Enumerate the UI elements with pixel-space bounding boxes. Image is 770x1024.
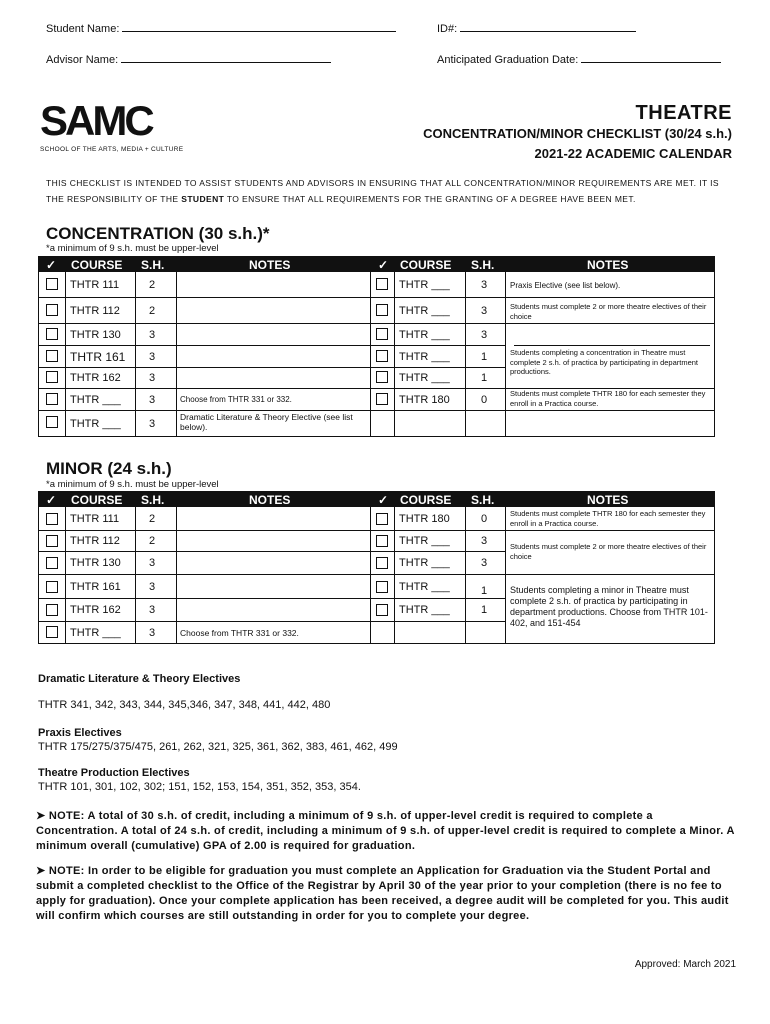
checkbox[interactable]	[376, 393, 388, 405]
production-electives-title: Theatre Production Electives	[38, 767, 190, 779]
checkbox[interactable]	[46, 304, 58, 316]
id-field[interactable]	[437, 22, 636, 35]
grad-date-label: Anticipated Graduation Date:	[437, 54, 579, 66]
course-cell: THTR ___	[399, 350, 450, 363]
samc-logo	[40, 97, 184, 153]
checkbox[interactable]	[376, 328, 388, 340]
course-cell: THTR 161	[70, 580, 121, 593]
course-cell: THTR ___	[399, 557, 450, 569]
note-graduation-application	[36, 864, 736, 924]
student-name-field[interactable]	[46, 22, 396, 35]
sh-cell: 3	[149, 557, 156, 569]
sh-cell: 2	[149, 305, 156, 317]
sh-cell: 3	[149, 580, 156, 593]
check-header: ✓	[46, 492, 60, 507]
checkbox[interactable]	[376, 278, 388, 290]
checkbox[interactable]	[46, 416, 58, 428]
drama-electives-list: THTR 341, 342, 343, 344, 345,346, 347, 348, 441, 442, 480	[38, 699, 331, 711]
note2-text: NOTE: In order to be eligible for graduation you must complete an Application for Graduation via the Student Portal and submit a completed checklist to the Office of the Registrar by April 30 of the year prior to your completion (there is no fee to apply for graduation). Once your complete application has been received, a degree audit will be completed for you. This audit will confirm which courses are still outstanding in order for you to complete your degree.	[36, 865, 729, 922]
note-text: Students must complete THTR 180 for each semester they enroll in a Practica course.	[510, 509, 706, 528]
checkbox[interactable]	[46, 393, 58, 405]
course-cell: THTR 111	[70, 513, 120, 525]
intro-text	[46, 175, 736, 207]
check-header: ✓	[46, 257, 60, 272]
sh-cell: 1	[481, 604, 488, 616]
sh-cell: 3	[149, 328, 156, 341]
course-cell: THTR ___	[70, 417, 121, 430]
advisor-line[interactable]	[121, 53, 331, 63]
sh-header: S.H.	[141, 257, 171, 272]
notes-header: NOTES	[587, 257, 637, 272]
note-text: Choose from THTR 331 or 332.	[180, 628, 299, 638]
note-text: Choose from THTR 331 or 332.	[180, 395, 292, 404]
sh-cell: 3	[149, 626, 156, 639]
course-cell: THTR 112	[70, 305, 120, 317]
notes-header: NOTES	[249, 492, 299, 507]
course-cell: THTR ___	[399, 372, 450, 384]
minor-heading: MINOR (24 s.h.)	[46, 459, 172, 478]
course-cell: THTR 180	[399, 513, 450, 525]
course-cell: THTR 130	[70, 557, 121, 569]
sh-cell: 3	[149, 393, 156, 406]
checkbox[interactable]	[376, 371, 388, 383]
checkbox[interactable]	[46, 371, 58, 383]
student-name-line[interactable]	[122, 22, 396, 32]
sh-cell: 3	[481, 557, 488, 569]
sh-cell: 3	[481, 535, 488, 547]
page-title: THEATRE	[635, 102, 732, 124]
sh-cell: 3	[149, 604, 156, 616]
intro-emph: STUDENT	[181, 194, 225, 204]
sh-cell: 3	[149, 417, 156, 430]
sh-cell: 3	[149, 350, 156, 363]
checklist-title: CONCENTRATION/MINOR CHECKLIST (30/24 s.h.)	[423, 126, 732, 141]
checkbox[interactable]	[376, 604, 388, 616]
checkbox[interactable]	[376, 513, 388, 525]
sh-cell: 0	[481, 393, 488, 406]
sh-header: S.H.	[141, 492, 171, 507]
note-text: Praxis Elective (see list below).	[510, 281, 621, 290]
logo-text: SAMC	[40, 97, 152, 144]
checkbox[interactable]	[46, 513, 58, 525]
concentration-heading: CONCENTRATION (30 s.h.)*	[46, 224, 270, 243]
note-text: Students completing a minor in Theatre must complete 2 s.h. of practica by participating in department productions. Choose from THTR 101-402, and 151-454	[510, 585, 708, 628]
checkbox[interactable]	[46, 557, 58, 569]
note-credit-requirements	[36, 809, 736, 854]
note-text: Students completing a concentration in Theatre must complete 2 s.h. of practica by participating in department productions.	[510, 348, 699, 376]
production-electives-list: THTR 101, 301, 102, 302; 151, 152, 153, 154, 351, 352, 353, 354.	[38, 781, 361, 793]
sh-header: S.H.	[471, 257, 501, 272]
check-header: ✓	[378, 492, 392, 507]
notes-header: NOTES	[249, 257, 299, 272]
checkbox[interactable]	[46, 350, 58, 362]
course-cell: THTR ___	[70, 393, 121, 406]
note1-text: NOTE: A total of 30 s.h. of credit, including a minimum of 9 s.h. of upper-level credit is required to complete a Concentration. A total of 24 s.h. of credit, including a minimum of 9 s.h. of upper-level credit is required to complete a Minor. A minimum overall (cumulative) GPA of 2.00 is required for graduation.	[36, 810, 735, 852]
sh-cell: 1	[481, 372, 488, 384]
course-header: COURSE	[71, 257, 131, 272]
course-cell: THTR 161	[70, 349, 126, 364]
intro-part2: TO ENSURE THAT ALL REQUIREMENTS FOR THE GRANTING OF A DEGREE HAVE BEEN MET.	[224, 194, 636, 204]
course-cell: THTR 162	[70, 372, 121, 384]
sh-cell: 3	[481, 305, 488, 317]
checkbox[interactable]	[46, 535, 58, 547]
checkbox[interactable]	[376, 304, 388, 316]
arrow-icon: ➤	[36, 810, 46, 822]
course-cell: THTR 111	[70, 279, 120, 291]
praxis-electives-title: Praxis Electives	[38, 727, 122, 739]
arrow-icon: ➤	[36, 865, 46, 877]
sh-cell: 3	[481, 328, 488, 341]
checkbox[interactable]	[46, 604, 58, 616]
checkbox[interactable]	[376, 350, 388, 362]
course-cell: THTR 180	[399, 393, 450, 406]
advisor-field[interactable]	[46, 53, 331, 66]
sh-cell: 0	[481, 513, 488, 525]
intro-part1: THIS CHECKLIST IS INTENDED TO ASSIST STUDENTS AND ADVISORS IN ENSURING THAT ALL CONCENTRATION/MINOR REQUIREMENTS ARE MET. IT IS THE RESPONSIBILITY OF THE	[46, 178, 719, 204]
minor-table	[38, 491, 715, 644]
notes-header: NOTES	[587, 492, 637, 507]
sh-cell: 3	[481, 279, 488, 291]
checkbox[interactable]	[376, 557, 388, 569]
sh-cell: 2	[149, 279, 156, 291]
logo-subtitle: SCHOOL OF THE ARTS, MEDIA + CULTURE	[40, 146, 184, 153]
grad-date-field[interactable]	[437, 53, 721, 66]
sh-header: S.H.	[471, 492, 501, 507]
minor-subnote: *a minimum of 9 s.h. must be upper-level	[46, 479, 219, 490]
course-header: COURSE	[71, 492, 131, 507]
checkbox[interactable]	[46, 278, 58, 290]
checkbox[interactable]	[46, 328, 58, 340]
advisor-label: Advisor Name:	[46, 54, 119, 66]
sh-cell: 2	[149, 513, 156, 525]
course-cell: THTR 162	[70, 604, 121, 616]
course-cell: THTR ___	[70, 626, 121, 639]
course-cell: THTR ___	[399, 580, 450, 593]
sh-cell: 2	[149, 535, 156, 547]
course-cell: THTR 112	[70, 535, 120, 547]
id-label: ID#:	[437, 23, 458, 35]
approved-date: Approved: March 2021	[634, 959, 736, 970]
course-header: COURSE	[400, 257, 460, 272]
check-header: ✓	[378, 257, 392, 272]
note-text: Dramatic Literature & Theory Elective (see list below).	[180, 412, 353, 432]
praxis-electives-list: THTR 175/275/375/475, 261, 262, 321, 325, 361, 362, 383, 461, 462, 499	[38, 741, 398, 753]
concentration-subnote: *a minimum of 9 s.h. must be upper-level	[46, 243, 219, 254]
course-header: COURSE	[400, 492, 460, 507]
student-name-label: Student Name:	[46, 23, 120, 35]
id-line[interactable]	[460, 22, 636, 32]
note-text: Students must complete THTR 180 for each semester they enroll in a Practica course.	[510, 389, 706, 408]
sh-cell: 1	[481, 584, 488, 597]
course-cell: THTR ___	[399, 305, 450, 317]
checkbox[interactable]	[46, 626, 58, 638]
drama-electives-title: Dramatic Literature & Theory Electives	[38, 673, 241, 685]
sh-cell: 3	[149, 372, 156, 384]
note-text: Students must complete 2 or more theatre electives of their choice	[510, 302, 707, 321]
calendar-title: 2021-22 ACADEMIC CALENDAR	[534, 146, 732, 161]
course-cell: THTR ___	[399, 535, 450, 547]
sh-cell: 1	[481, 350, 488, 363]
course-cell: THTR ___	[399, 279, 450, 291]
course-cell: THTR ___	[399, 604, 450, 616]
checkbox[interactable]	[376, 581, 388, 593]
grad-date-line[interactable]	[581, 53, 721, 63]
concentration-table	[38, 256, 715, 437]
course-cell: THTR 130	[70, 328, 121, 341]
course-cell: THTR ___	[399, 328, 450, 341]
note-text: Students must complete 2 or more theatre electives of their choice	[510, 542, 707, 561]
checkbox[interactable]	[376, 535, 388, 547]
checkbox[interactable]	[46, 581, 58, 593]
